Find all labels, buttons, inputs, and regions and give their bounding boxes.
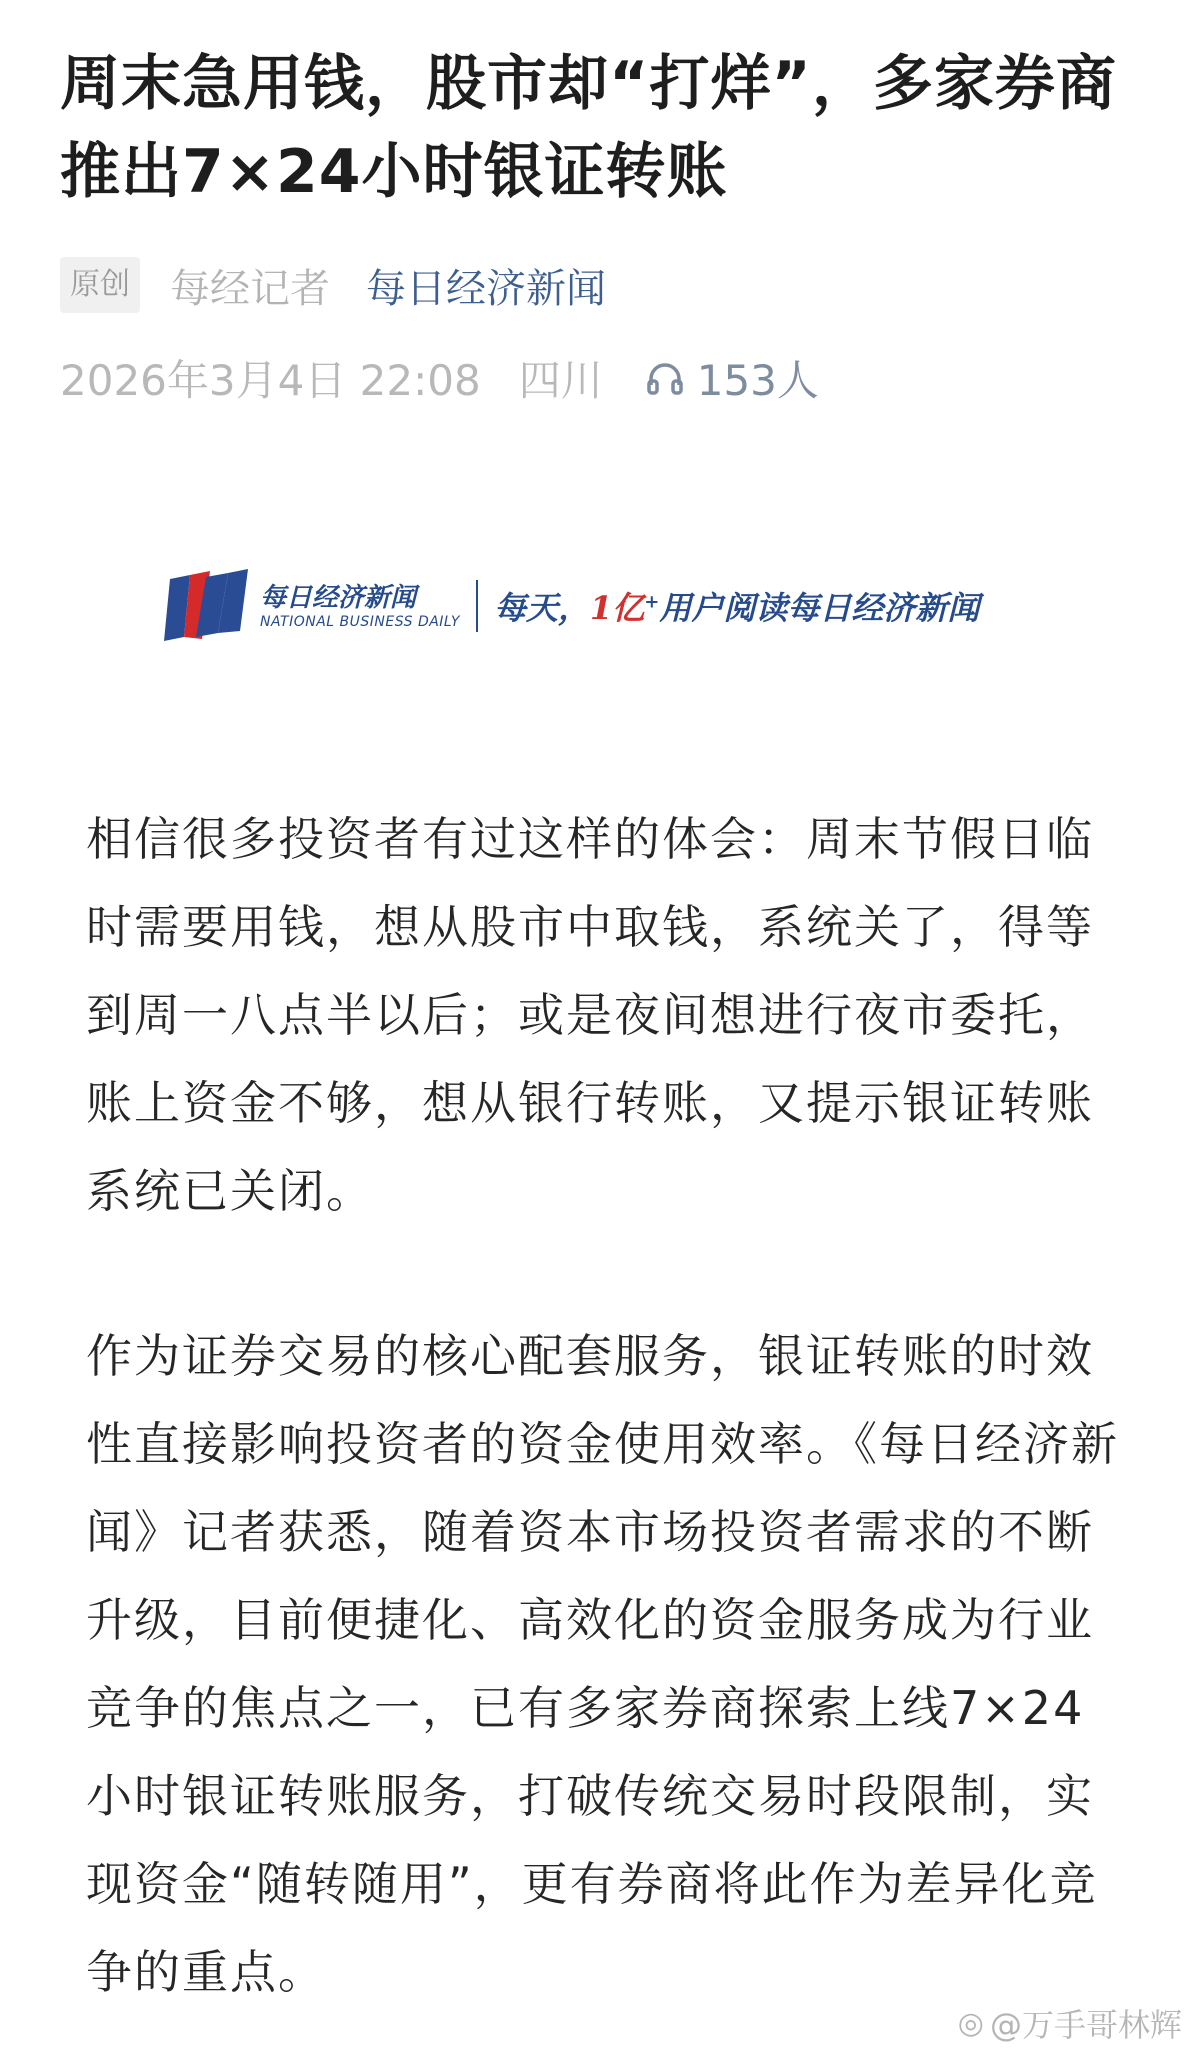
publish-date: 2026年3月4日 22:08 <box>60 356 481 405</box>
listener-count: 153人 <box>696 356 819 405</box>
article-paragraph: 相信很多投资者有过这样的体会：周末节假日临时需要用钱，想从股市中取钱，系统关了，得等到周一八点半以后；或是夜间想进行夜市委托，账上资金不够，想从银行转账，又提示银证转账系统已关闭。 <box>86 812 1094 1218</box>
source-link[interactable]: 每日经济新闻 <box>366 265 606 312</box>
article-meta <box>60 255 606 315</box>
headphones-icon <box>647 361 683 395</box>
banner-brand <box>260 582 460 630</box>
slogan-prefix: 每天， <box>493 589 590 627</box>
watermark <box>958 2000 1182 2046</box>
original-tag: 原创 <box>60 257 140 313</box>
slogan-suffix: 用户阅读每日经济新闻 <box>659 589 980 627</box>
listen-button[interactable] <box>647 348 819 408</box>
brand-banner <box>162 566 1042 646</box>
article-paragraph: 作为证券交易的核心配套服务，银证转账的时效性直接影响投资者的资金使用效率。《每日经济新闻》记者获悉，随着资本市场投资者需求的不断升级，目前便捷化、高效化的资金服务成为行业竞争的焦点之一，已有多家券商探索上线7×24小时银证转账服务，打破传统交易时段限制，实现资金“随转随用”，更有券商将此作为差异化竞争的重点。 <box>86 1329 1119 1999</box>
weibo-icon: ◎ <box>957 2005 984 2041</box>
banner-slogan <box>494 583 979 629</box>
nbd-logo-icon <box>162 567 250 645</box>
article-title: 周末急用钱，股市却“打烊”，多家券商推出7×24小时银证转账 <box>60 49 1117 207</box>
brand-name-cn: 每日经济新闻 <box>260 583 417 613</box>
banner-divider <box>476 580 478 632</box>
reporter-label: 每经记者 <box>170 265 330 312</box>
article-info <box>60 348 819 408</box>
watermark-text: @万手哥林辉 <box>989 2006 1182 2044</box>
slogan-highlight: 1亿 <box>589 589 645 627</box>
brand-name-en: NATIONAL BUSINESS DAILY <box>260 614 460 630</box>
location-label: 四川 <box>518 356 603 405</box>
slogan-plus: + <box>644 591 660 613</box>
